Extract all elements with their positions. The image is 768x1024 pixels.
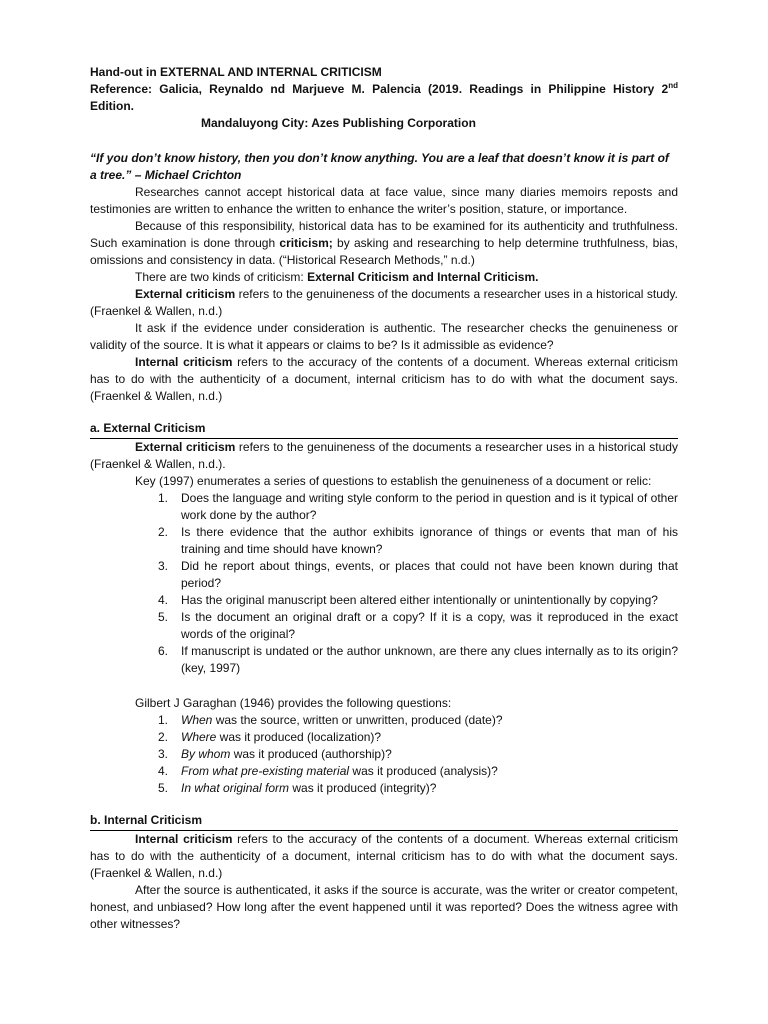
section-heading-internal: b. Internal Criticism xyxy=(90,812,678,831)
text-run: by asking and researching to help determine truthfulness, bias, omissions and consistency in data. (“Historical Research Methods,” n.d.) xyxy=(90,236,678,267)
list-item xyxy=(90,558,678,592)
text-run: refers to the accuracy of the contents of a document. Whereas external criticism has to do with the authenticity of a document, internal criticism has to do with what the document says. (Fraenkel & Wallen, n.d.) xyxy=(90,355,678,403)
italic-term: Where xyxy=(181,730,217,744)
text-run: refers to the accuracy of the contents of a document. Whereas external criticism has to do with the authenticity of a document, internal criticism has to do with what the document says. (Fraenkel & Wallen, n.d.) xyxy=(90,832,678,880)
italic-term: When xyxy=(181,713,213,727)
bold-term: External Criticism xyxy=(307,270,410,284)
bold-term: Internal criticism xyxy=(135,832,233,846)
reference-text: Reference: Galicia, Reynaldo nd Marjueve M. Palencia (2019. Readings in Philippine History 2 xyxy=(90,82,669,96)
bold-term: Internal Criticism. xyxy=(437,270,539,284)
bold-term: criticism; xyxy=(279,236,333,250)
italic-term: From what pre-existing material xyxy=(181,764,350,778)
list-number: 3. xyxy=(158,747,169,761)
list-number: 2. xyxy=(158,525,169,539)
list-item xyxy=(90,746,678,763)
bold-term: External criticism xyxy=(135,440,236,454)
garaghan-questions-list xyxy=(90,712,678,797)
key-questions-list xyxy=(90,490,678,677)
intro-paragraph xyxy=(90,354,678,405)
list-number: 5. xyxy=(158,781,169,795)
list-item xyxy=(90,524,678,558)
section-paragraph xyxy=(90,831,678,882)
list-text: Did he report about things, events, or places that could not have been known during that period? xyxy=(181,559,678,590)
list-text: Has the original manuscript been altered either intentionally or unintentionally by copying? xyxy=(181,593,658,607)
handout-page xyxy=(90,64,678,933)
list-item xyxy=(90,643,678,677)
list-number: 6. xyxy=(158,644,169,658)
list-text: was it produced (authorship)? xyxy=(230,747,392,761)
list-number: 1. xyxy=(158,713,169,727)
list-text: was the source, written or unwritten, produced (date)? xyxy=(212,713,503,727)
text-run: refers to the genuineness of the documents a researcher uses in a historical study (Fraenkel & Wallen, n.d.). xyxy=(90,440,678,471)
bold-term: and xyxy=(409,270,438,284)
list-item xyxy=(90,729,678,746)
text-run: refers to the genuineness of the documents a researcher uses in a historical study. (Fraenkel & Wallen, n.d.) xyxy=(90,287,678,318)
list-text: was it produced (localization)? xyxy=(216,730,382,744)
section-paragraph: After the source is authenticated, it asks if the source is accurate, was the writer or creator competent, honest, and unbiased? How long after the event happened until it was reported? Does the witness agree with other witnesses? xyxy=(90,883,678,931)
list-item xyxy=(90,609,678,643)
italic-term: In what original form xyxy=(181,781,290,795)
intro-paragraph xyxy=(90,286,678,320)
spacer xyxy=(90,677,678,695)
handout-title: Hand-out in EXTERNAL AND INTERNAL CRITICISM xyxy=(90,65,382,79)
list-number: 2. xyxy=(158,730,169,744)
list-text: Is the document an original draft or a copy? If it is a copy, was it reproduced in the exact words of the original? xyxy=(181,610,678,641)
list-text: Is there evidence that the author exhibits ignorance of things or events that man of his training and time should have known? xyxy=(181,525,678,556)
list-number: 1. xyxy=(158,491,169,505)
intro-paragraph xyxy=(90,218,678,269)
text-run: There are two kinds of criticism: xyxy=(135,270,308,284)
intro-paragraph: It ask if the evidence under consideration is authentic. The researcher checks the genuineness or validity of the source. It is what it appears or claims to be? Is it admissible as evidence? xyxy=(90,321,678,352)
list-number: 3. xyxy=(158,559,169,573)
text-run: Because of this responsibility, historical data has to be examined for its authenticity and truthfulness. Such examination is done through xyxy=(90,219,678,250)
list-item xyxy=(90,592,678,609)
list-item xyxy=(90,490,678,524)
list-number: 4. xyxy=(158,593,169,607)
bold-term: External criticism xyxy=(135,287,236,301)
list-item xyxy=(90,780,678,797)
list-number: 4. xyxy=(158,764,169,778)
reference-publisher: Mandaluyong City: Azes Publishing Corporation xyxy=(201,116,476,130)
italic-term: By whom xyxy=(181,747,231,761)
list-item xyxy=(90,763,678,780)
garaghan-lead: Gilbert J Garaghan (1946) provides the following questions: xyxy=(135,696,452,710)
list-text: was it produced (analysis)? xyxy=(349,764,498,778)
list-text: was it produced (integrity)? xyxy=(289,781,437,795)
list-text: Does the language and writing style conform to the period in question and is it typical of other work done by the author? xyxy=(181,491,678,522)
section-paragraph: Key (1997) enumerates a series of questions to establish the genuineness of a document or relic: xyxy=(135,474,652,488)
intro-paragraph xyxy=(90,269,678,286)
section-heading-external: a. External Criticism xyxy=(90,420,678,439)
reference-superscript: nd xyxy=(668,81,678,90)
intro-paragraph: Researches cannot accept historical data at face value, since many diaries memoirs reposts and testimonies are written to enhance the written to enhance the writer’s position, stature, or importance. xyxy=(90,185,678,216)
section-paragraph xyxy=(90,439,678,473)
reference-line xyxy=(90,81,678,115)
list-number: 5. xyxy=(158,610,169,624)
bold-term: Internal criticism xyxy=(135,355,233,369)
reference-edition: Edition. xyxy=(90,99,134,113)
list-item xyxy=(90,712,678,729)
opening-quote: “If you don’t know history, then you don’t know anything. You are a leaf that doesn’t know it is part of a tree.” – Michael Crichton xyxy=(90,151,669,182)
list-text: If manuscript is undated or the author unknown, are there any clues internally as to its origin? (key, 1997) xyxy=(181,644,678,675)
